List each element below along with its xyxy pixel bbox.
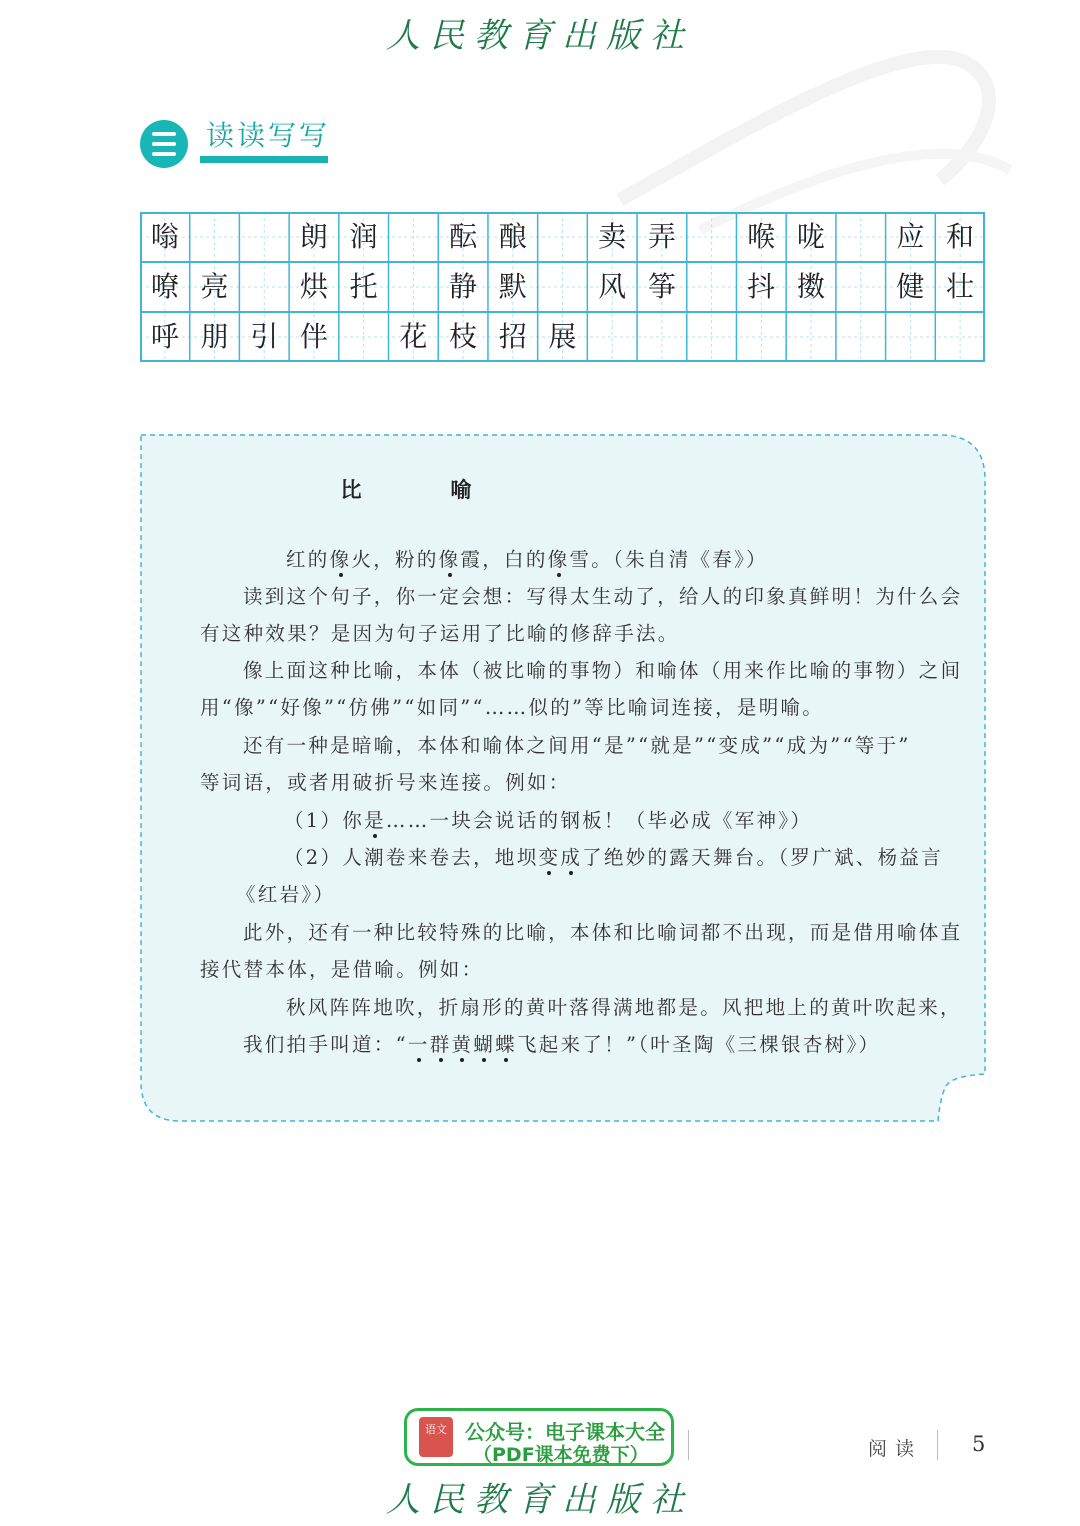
three-lines-icon xyxy=(140,120,188,168)
example-sentence-4: 我们拍手叫道：“一群黄蝴蝶飞起来了！”（叶圣陶《三棵银杏树》） xyxy=(243,1033,881,1056)
grid-cell: 弄 xyxy=(647,220,676,253)
grid-cell xyxy=(190,212,240,262)
note-title: 比 喻 xyxy=(340,477,506,502)
grid-cell xyxy=(935,312,985,362)
emphasis-dot-char: 是 xyxy=(364,809,386,832)
section-title: 读读写写 xyxy=(206,119,331,152)
grid-cell: 抖 xyxy=(747,270,776,303)
grid-cell: 呼 xyxy=(150,320,179,353)
grid-cell: 伴 xyxy=(299,320,328,353)
grid-cell xyxy=(736,312,786,362)
paragraph-line: 秋风阵阵地吹，折扇形的黄叶落得满地都是。风把地上的黄叶吹起来， xyxy=(286,996,962,1019)
grid-cell xyxy=(836,262,886,312)
grid-cell xyxy=(339,312,389,362)
grid-cell: 嘹 xyxy=(150,270,179,303)
footer-divider xyxy=(688,1430,689,1460)
grid-cell xyxy=(538,262,588,312)
grid-cell: 亮 xyxy=(200,270,229,303)
grid-cell xyxy=(239,212,289,262)
textbook-icon: 语文 xyxy=(419,1417,453,1457)
grid-cell: 展 xyxy=(548,320,577,353)
grid-cell xyxy=(389,262,439,312)
grid-cell: 卖 xyxy=(598,220,627,253)
grid-cell: 花 xyxy=(399,320,428,353)
publisher-logo-bottom: 人民教育出版社 xyxy=(386,1480,694,1520)
emphasis-dot-char: 像 xyxy=(438,548,461,571)
grid-cell: 健 xyxy=(896,270,925,303)
grid-cell xyxy=(637,312,687,362)
grid-cell: 壮 xyxy=(946,270,975,303)
example-sentence-2: （1）你是……一块会说话的钢板！（毕必成《军神》） xyxy=(284,809,813,832)
grid-cell xyxy=(587,312,637,362)
grid-cell xyxy=(687,312,737,362)
grid-cell: 朋 xyxy=(200,320,229,353)
emphasis-dot-char: 黄 xyxy=(451,1033,474,1056)
badge-title: 公众号：电子课本大全 xyxy=(465,1420,665,1444)
paragraph-line: 《红岩》） xyxy=(236,883,336,906)
grid-cell: 酿 xyxy=(498,220,527,253)
paragraph-line: 有这种效果？是因为句子运用了比喻的修辞手法。 xyxy=(200,622,680,645)
grid-cell xyxy=(687,262,737,312)
grid-cell: 擞 xyxy=(796,270,825,303)
emphasis-dot-char: 变 xyxy=(538,846,561,869)
badge-subtitle: （PDF课本免费下） xyxy=(473,1444,649,1466)
grid-cell: 托 xyxy=(349,270,378,303)
grid-cell xyxy=(389,212,439,262)
grid-row-1 xyxy=(140,212,985,262)
grid-cell xyxy=(538,212,588,262)
grid-cell: 和 xyxy=(946,220,975,253)
grid-cell: 默 xyxy=(498,270,527,303)
grid-cell xyxy=(886,312,936,362)
grid-cell xyxy=(836,312,886,362)
paragraph-line: 像上面这种比喻，本体（被比喻的事物）和喻体（用来作比喻的事物）之间 xyxy=(243,659,963,682)
grid-cell: 招 xyxy=(498,320,527,353)
page-number: 5 xyxy=(972,1432,986,1456)
grid-row-3 xyxy=(140,312,985,362)
grid-cell: 润 xyxy=(349,220,378,253)
grid-cell xyxy=(786,312,836,362)
emphasis-dot-char: 像 xyxy=(547,548,570,571)
grid-cell: 咙 xyxy=(796,220,825,253)
grid-cell xyxy=(687,212,737,262)
grid-cell xyxy=(239,262,289,312)
paragraph-line: 等词语，或者用破折号来连接。例如： xyxy=(200,771,571,794)
grid-cell xyxy=(836,212,886,262)
grid-cell: 枝 xyxy=(449,320,478,353)
grid-row-2 xyxy=(140,262,985,312)
paragraph-line: 用“像”“好像”“仿佛”“如同”“……似的”等比喻词连接，是明喻。 xyxy=(200,696,825,719)
emphasis-dot-char: 一 xyxy=(407,1033,430,1056)
paragraph-line: 还有一种是暗喻，本体和喻体之间用“是”“就是”“变成”“成为”“等于” xyxy=(243,734,911,757)
word-practice-grid xyxy=(140,212,985,362)
grid-cell: 筝 xyxy=(647,270,676,303)
grid-cell: 应 xyxy=(896,220,925,253)
grid-cell: 嗡 xyxy=(150,220,179,253)
emphasis-dot-char: 像 xyxy=(329,548,352,571)
grid-cell: 朗 xyxy=(299,220,328,253)
grid-cell: 引 xyxy=(250,320,279,353)
emphasis-dot-char: 成 xyxy=(560,846,583,869)
grid-cell: 喉 xyxy=(747,220,776,253)
footer-divider xyxy=(937,1430,938,1460)
publisher-logo-top: 人民教育出版社 xyxy=(386,16,694,56)
wechat-promo-badge[interactable] xyxy=(404,1408,674,1466)
grid-cell: 静 xyxy=(449,270,478,303)
paragraph-line: 接代替本体，是借喻。例如： xyxy=(200,958,484,981)
example-sentence-1: 红的像火，粉的像霞，白的像雪。（朱自清《春》） xyxy=(286,548,768,571)
section-header xyxy=(140,112,340,168)
paragraph-line: 此外，还有一种比较特殊的比喻，本体和比喻词都不出现，而是借用喻体直 xyxy=(243,921,963,944)
emphasis-dot-char: 蝴 xyxy=(473,1033,496,1056)
grid-cell: 烘 xyxy=(299,270,328,303)
grid-cell: 风 xyxy=(598,270,627,303)
grid-cell: 酝 xyxy=(449,220,478,253)
emphasis-dot-char: 蝶 xyxy=(495,1033,517,1056)
emphasis-dot-char: 群 xyxy=(429,1033,452,1056)
paragraph-line: 读到这个句子，你一定会想：写得太生动了，给人的印象真鲜明！为什么会 xyxy=(243,585,963,608)
example-sentence-3: （2）人潮卷来卷去，地坝变成了绝妙的露天舞台。（罗广斌、杨益言 xyxy=(284,846,943,869)
footer-section-label: 阅读 xyxy=(868,1438,923,1460)
section-title-underline xyxy=(200,156,328,163)
